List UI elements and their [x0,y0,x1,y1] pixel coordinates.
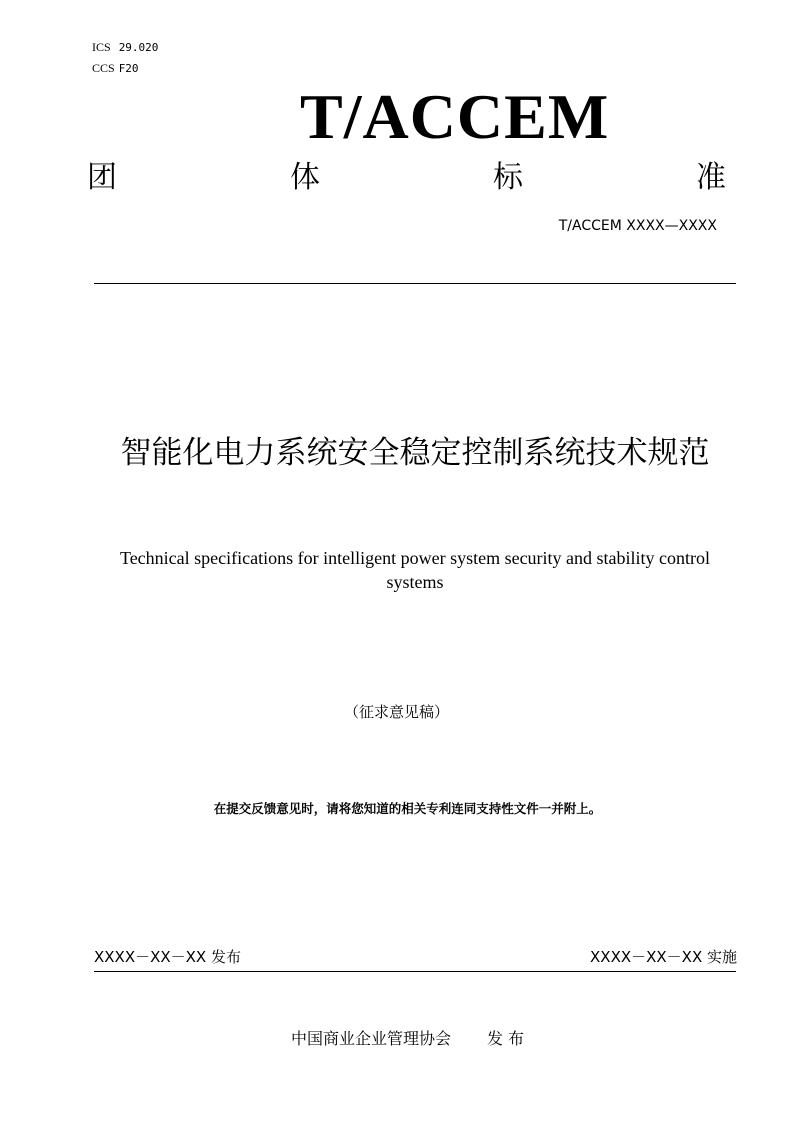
organization-logo: T/ACCEM [300,81,610,152]
divider [94,283,736,284]
title-chinese: 智能化电力系统安全稳定控制系统技术规范 [120,435,710,471]
publish-date: XXXX－XX－XX 发布 [94,948,241,966]
standard-type-char: 标 [493,160,523,195]
standard-code: T/ACCEM XXXX—XXXX [558,218,717,234]
ccs-label: CCS [92,61,115,75]
issuer [0,1026,793,1049]
title-english: Technical specifications for intelligent power system security and stability control systems [119,548,711,592]
standard-type-char: 团 [87,160,117,195]
draft-status: （征求意见稿） [343,705,449,721]
standard-type-char: 准 [696,160,726,195]
ccs-code [92,61,139,76]
issuer-name: 中国商业企业管理协会 [290,1029,451,1048]
divider [94,971,736,972]
standard-type-char: 体 [290,160,320,195]
ccs-value: F20 [118,62,139,75]
ics-label: ICS [92,40,111,54]
ics-code [92,40,158,55]
issuer-action: 发 布 [486,1029,525,1048]
ics-value: 29.020 [118,41,159,54]
patent-notice: 在提交反馈意见时，请将您知道的相关专利连同支持性文件一并附上。 [213,801,602,816]
effective-date: XXXX－XX－XX 实施 [590,948,737,966]
